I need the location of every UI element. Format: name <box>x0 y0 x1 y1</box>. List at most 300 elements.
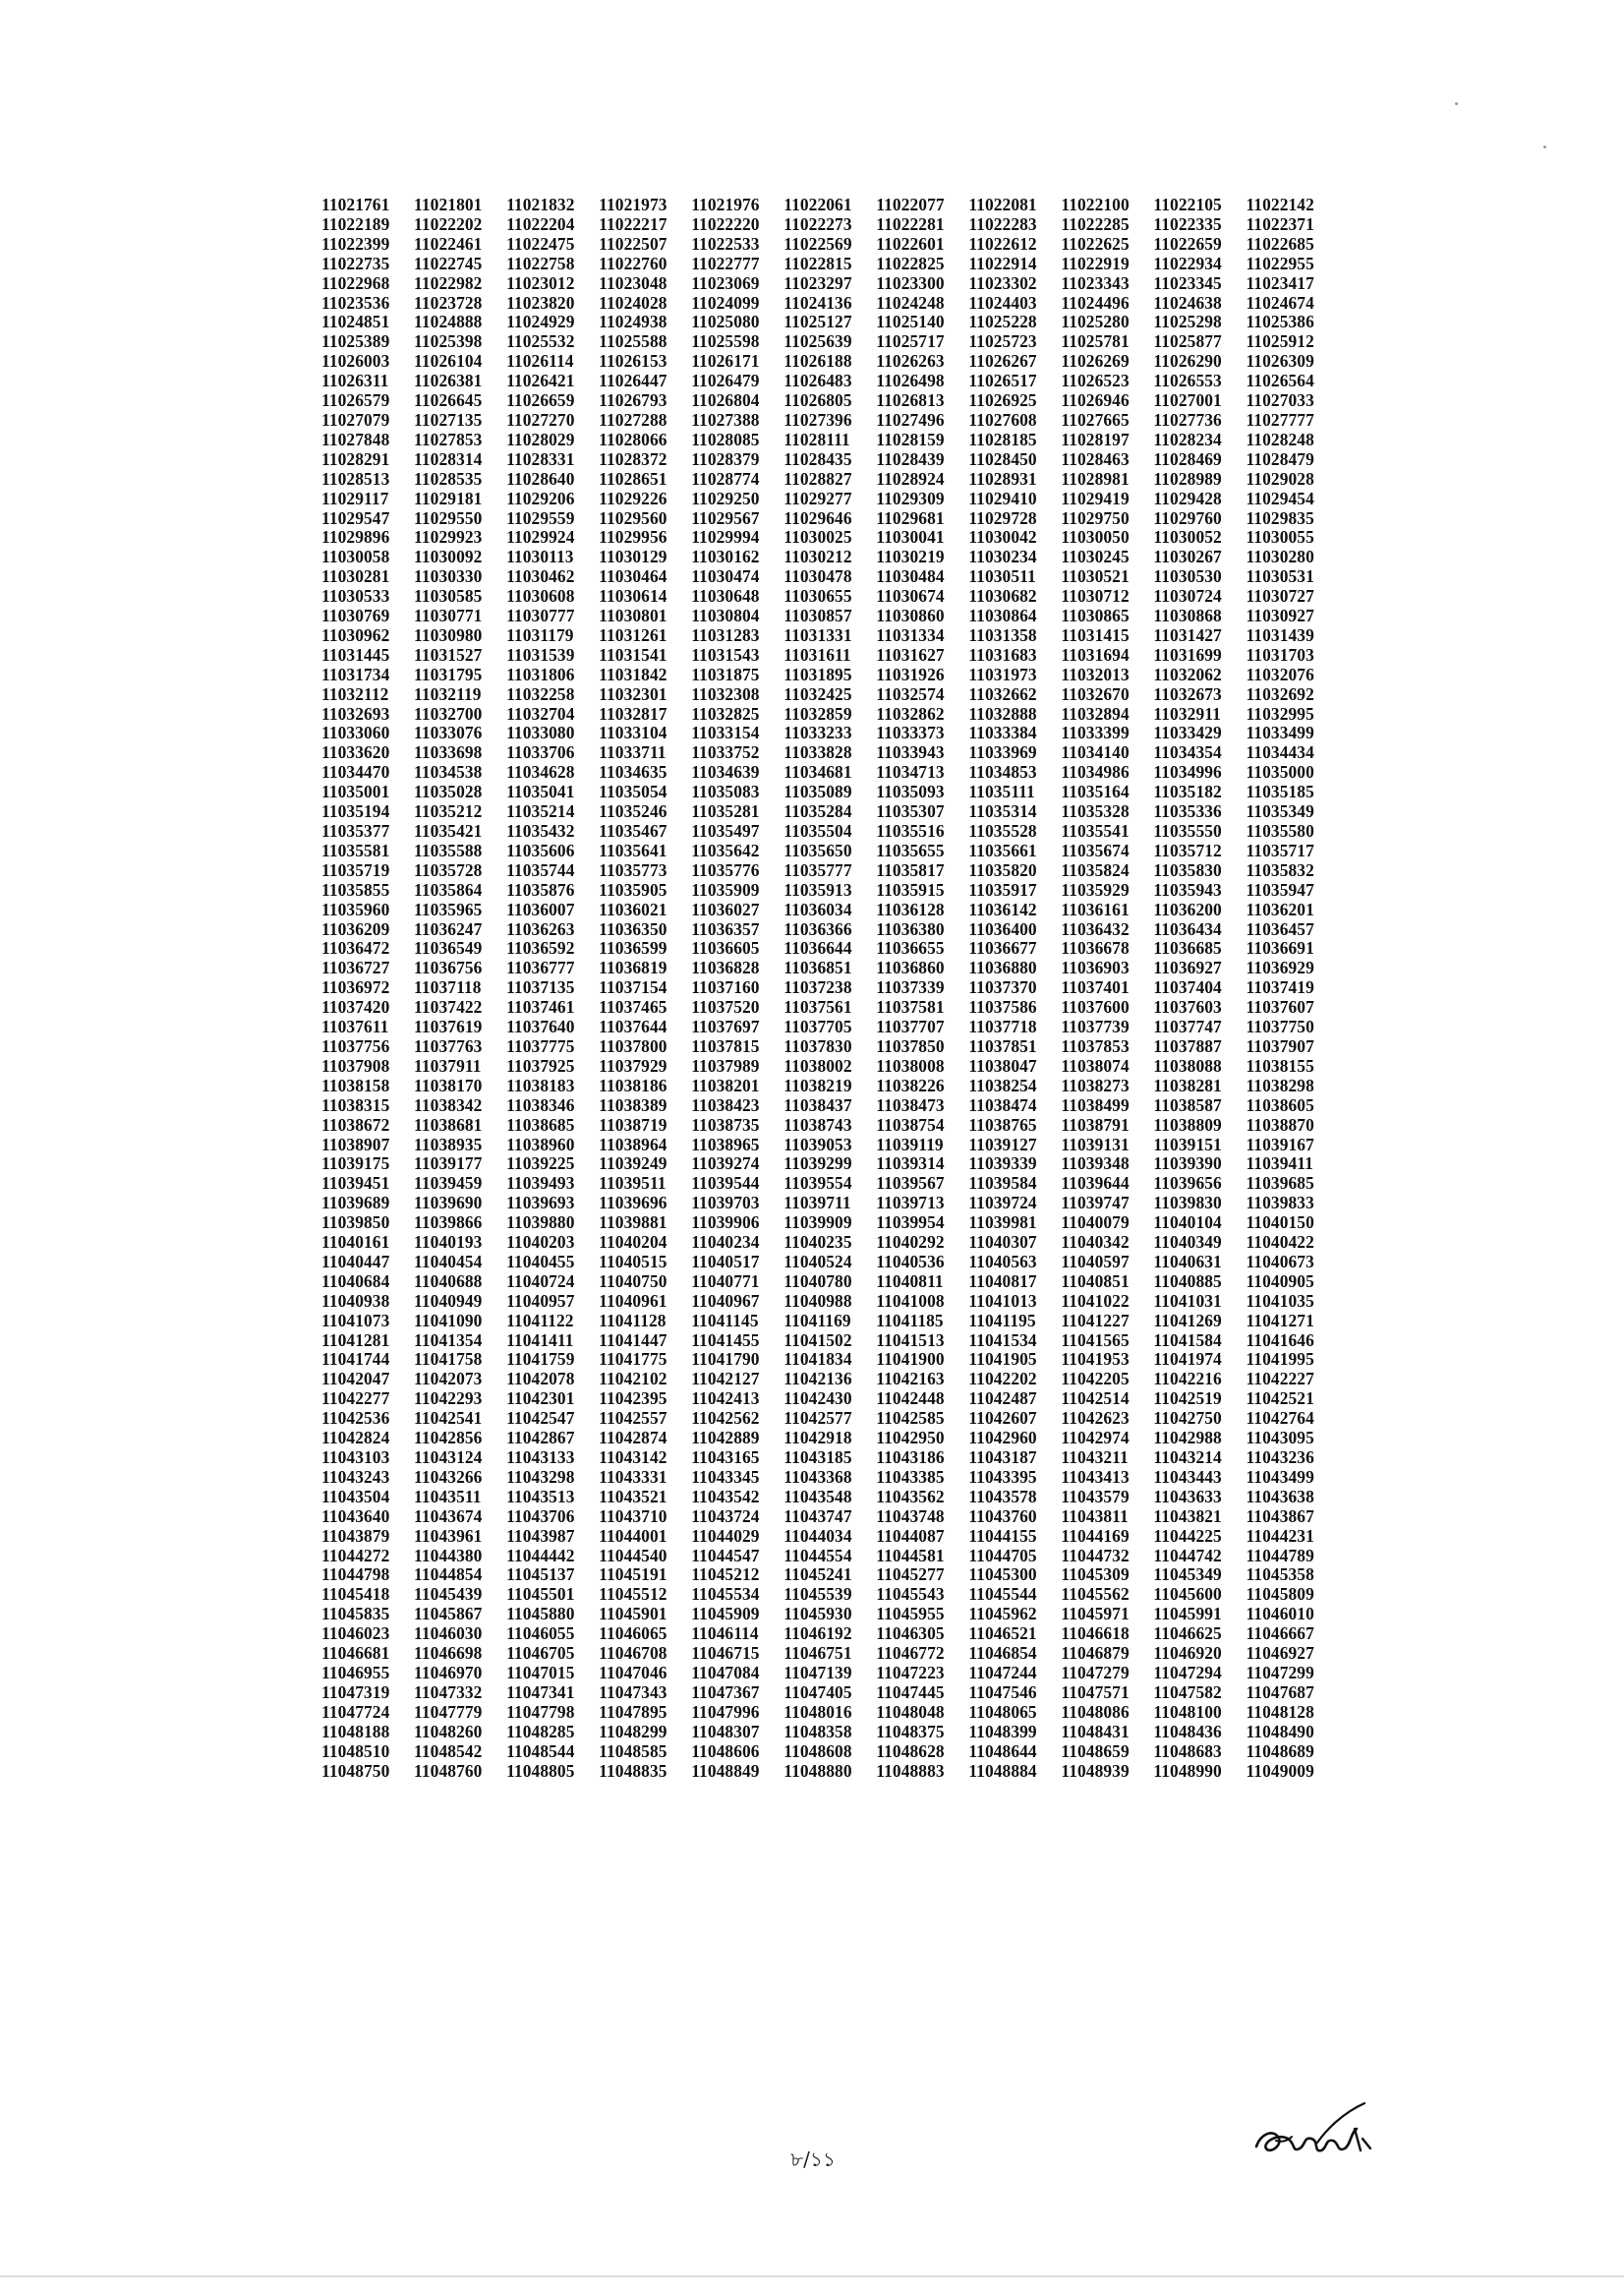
roll-number: 11038473 <box>876 1094 945 1115</box>
roll-number: 11042073 <box>414 1369 483 1389</box>
roll-number: 11025127 <box>783 312 852 332</box>
roll-number: 11031543 <box>691 644 760 665</box>
roll-number: 11036380 <box>876 918 945 939</box>
roll-number: 11029550 <box>414 507 483 528</box>
roll-number: 11022919 <box>1061 253 1130 273</box>
roll-number: 11040234 <box>691 1232 760 1253</box>
roll-number: 11043706 <box>506 1505 575 1526</box>
roll-number: 11037911 <box>414 1055 482 1076</box>
roll-number: 11034986 <box>1061 762 1130 783</box>
roll-number: 11022968 <box>321 272 390 293</box>
roll-number: 11022371 <box>1246 213 1314 234</box>
roll-number: 11035650 <box>783 840 852 860</box>
roll-number: 11041900 <box>876 1349 945 1370</box>
roll-number: 11042874 <box>599 1428 667 1448</box>
roll-number: 11037747 <box>1153 1017 1222 1037</box>
roll-number: 11025398 <box>414 331 483 352</box>
roll-number: 11035336 <box>1153 801 1222 822</box>
roll-number: 11035642 <box>691 840 760 860</box>
roll-number: 11043879 <box>321 1525 390 1546</box>
roll-number: 11042988 <box>1153 1428 1222 1448</box>
roll-number: 11038423 <box>691 1094 760 1115</box>
roll-number: 11042607 <box>968 1408 1037 1429</box>
roll-number: 11043521 <box>599 1486 667 1506</box>
roll-number: 11034681 <box>783 762 852 783</box>
roll-number: 11046192 <box>783 1623 852 1644</box>
roll-number: 11028640 <box>506 468 575 489</box>
roll-number: 11029835 <box>1246 507 1314 528</box>
roll-number: 11035712 <box>1153 840 1222 860</box>
roll-number: 11044272 <box>321 1545 390 1565</box>
roll-number: 11027388 <box>691 409 760 430</box>
roll-number: 11032112 <box>321 683 389 704</box>
roll-number: 11044732 <box>1061 1545 1130 1565</box>
roll-number: 11040307 <box>968 1232 1037 1253</box>
roll-number: 11029419 <box>1061 488 1130 508</box>
roll-number: 11028314 <box>414 448 483 469</box>
roll-number: 11038960 <box>506 1134 575 1154</box>
roll-number: 11022081 <box>968 195 1037 214</box>
roll-number: 11036200 <box>1153 899 1222 919</box>
roll-number: 11026564 <box>1246 371 1314 391</box>
roll-number: 11041744 <box>321 1349 390 1370</box>
roll-number: 11029646 <box>783 507 852 528</box>
roll-number: 11036161 <box>1061 899 1130 919</box>
roll-number: 11042163 <box>876 1369 945 1389</box>
roll-number: 11044001 <box>599 1525 667 1546</box>
roll-number: 11036727 <box>321 958 390 978</box>
roll-number: 11031734 <box>321 664 390 684</box>
roll-number: 11041534 <box>968 1329 1037 1350</box>
roll-number: 11035876 <box>506 879 575 900</box>
roll-number: 11030777 <box>506 606 575 626</box>
roll-number: 11043368 <box>783 1466 852 1487</box>
roll-number: 11040536 <box>876 1251 945 1271</box>
roll-number: 11023300 <box>876 272 945 293</box>
roll-number: 11041759 <box>506 1349 575 1370</box>
roll-number: 11026659 <box>506 390 575 411</box>
roll-number: 11035744 <box>506 859 575 880</box>
roll-number: 11041646 <box>1246 1329 1314 1350</box>
roll-number: 11034996 <box>1153 762 1222 783</box>
roll-number: 11030042 <box>968 527 1037 548</box>
roll-number: 11040454 <box>414 1251 483 1271</box>
roll-number: 11040750 <box>599 1270 667 1291</box>
roll-number: 11024248 <box>876 292 945 313</box>
roll-number: 11031427 <box>1153 624 1222 645</box>
roll-number: 11038389 <box>599 1094 667 1115</box>
roll-number: 11038672 <box>321 1114 390 1135</box>
roll-number: 11040957 <box>506 1290 575 1311</box>
roll-number: 11036903 <box>1061 958 1130 978</box>
roll-number: 11039724 <box>968 1193 1037 1213</box>
roll-number: 11046023 <box>321 1623 390 1644</box>
roll-number: 11026925 <box>968 390 1037 411</box>
roll-number: 11035214 <box>506 801 575 822</box>
roll-number: 11046521 <box>968 1623 1037 1644</box>
roll-number: 11043266 <box>414 1466 483 1487</box>
roll-number: 11022934 <box>1153 253 1222 273</box>
roll-number: 11044540 <box>599 1545 667 1565</box>
roll-number: 11041122 <box>506 1310 574 1330</box>
roll-number: 11038074 <box>1061 1055 1130 1076</box>
roll-number: 11040938 <box>321 1290 390 1311</box>
roll-number: 11035947 <box>1246 879 1314 900</box>
roll-number: 11035820 <box>968 859 1037 880</box>
roll-number: 11022202 <box>414 213 483 234</box>
roll-number: 11035777 <box>783 859 852 880</box>
roll-number: 11030280 <box>1246 547 1314 567</box>
roll-number: 11025386 <box>1246 312 1314 332</box>
roll-number: 11045349 <box>1153 1564 1222 1585</box>
roll-number: 11034713 <box>876 762 945 783</box>
roll-number: 11028439 <box>876 448 945 469</box>
roll-number: 11030052 <box>1153 527 1222 548</box>
roll-number: 11046618 <box>1061 1623 1130 1644</box>
roll-number: 11043211 <box>1061 1447 1129 1467</box>
roll-number: 11042047 <box>321 1369 390 1389</box>
roll-number: 11035773 <box>599 859 667 880</box>
roll-number: 11028463 <box>1061 448 1130 469</box>
roll-number: 11039644 <box>1061 1173 1130 1194</box>
roll-number: 11030521 <box>1061 566 1130 587</box>
roll-number: 11044225 <box>1153 1525 1222 1546</box>
roll-number: 11029956 <box>599 527 667 548</box>
roll-number: 11042750 <box>1153 1408 1222 1429</box>
roll-number: 11048431 <box>1061 1721 1130 1741</box>
roll-number: 11037851 <box>968 1035 1037 1056</box>
roll-number: 11042547 <box>506 1408 575 1429</box>
roll-number: 11048883 <box>876 1760 945 1781</box>
roll-number: 11030531 <box>1246 566 1314 587</box>
roll-number: 11039693 <box>506 1193 575 1213</box>
roll-number: 11021973 <box>599 195 667 214</box>
roll-number: 11036819 <box>599 958 667 978</box>
roll-number: 11047279 <box>1061 1662 1130 1682</box>
roll-number: 11023417 <box>1246 272 1314 293</box>
roll-number: 11048939 <box>1061 1760 1130 1781</box>
roll-number: 11044029 <box>691 1525 760 1546</box>
roll-number: 11030025 <box>783 527 852 548</box>
roll-number: 11046927 <box>1246 1643 1314 1664</box>
roll-number: 11030129 <box>599 547 667 567</box>
roll-number: 11028066 <box>599 429 667 449</box>
roll-number: 11022625 <box>1061 233 1130 254</box>
roll-number: 11027288 <box>599 409 667 430</box>
roll-number: 11022815 <box>783 253 852 273</box>
roll-number: 11042102 <box>599 1369 667 1389</box>
roll-number: 11031627 <box>876 644 945 665</box>
roll-number: 11041565 <box>1061 1329 1130 1350</box>
roll-number: 11028651 <box>599 468 667 489</box>
roll-number: 11042448 <box>876 1388 945 1409</box>
roll-number: 11046920 <box>1153 1643 1222 1664</box>
roll-number: 11045971 <box>1061 1604 1130 1624</box>
roll-number: 11029560 <box>599 507 667 528</box>
roll-number: 11035432 <box>506 821 575 841</box>
roll-number: 11030511 <box>968 566 1036 587</box>
roll-number: 11038685 <box>506 1114 575 1135</box>
roll-number: 11044169 <box>1061 1525 1130 1546</box>
roll-number: 11026171 <box>691 351 760 372</box>
roll-number: 11038002 <box>783 1055 852 1076</box>
roll-number: 11022760 <box>599 253 667 273</box>
roll-number: 11030212 <box>783 547 852 567</box>
roll-number: 11043638 <box>1246 1486 1314 1506</box>
roll-number: 11039451 <box>321 1173 390 1194</box>
roll-number: 11042521 <box>1246 1388 1314 1409</box>
roll-number: 11037422 <box>414 997 483 1018</box>
roll-number: 11025298 <box>1153 312 1222 332</box>
roll-number: 11031926 <box>876 664 945 684</box>
roll-number: 11041195 <box>968 1310 1036 1330</box>
roll-number: 11039167 <box>1246 1134 1314 1154</box>
roll-number: 11041411 <box>506 1329 574 1350</box>
roll-number: 11036880 <box>968 958 1037 978</box>
roll-number: 11032862 <box>876 703 945 724</box>
roll-number: 11027853 <box>414 429 483 449</box>
roll-number: 11025080 <box>691 312 760 332</box>
roll-number: 11036472 <box>321 938 390 959</box>
roll-number: 11035824 <box>1061 859 1130 880</box>
roll-number: 11035182 <box>1153 782 1222 802</box>
roll-number: 11042205 <box>1061 1369 1130 1389</box>
roll-number: 11048659 <box>1061 1740 1130 1761</box>
roll-number: 11039881 <box>599 1212 667 1233</box>
roll-number: 11023536 <box>321 292 390 313</box>
roll-number: 11030614 <box>599 586 667 607</box>
roll-number: 11030041 <box>876 527 945 548</box>
roll-number: 11040885 <box>1153 1270 1222 1291</box>
roll-number: 11042918 <box>783 1428 852 1448</box>
roll-number: 11028535 <box>414 468 483 489</box>
roll-number: 11039685 <box>1246 1173 1314 1194</box>
roll-number: 11037339 <box>876 977 945 998</box>
roll-number: 11035041 <box>506 782 575 802</box>
roll-number: 11036350 <box>599 918 667 939</box>
roll-number: 11036201 <box>1246 899 1314 919</box>
roll-number: 11038298 <box>1246 1075 1314 1095</box>
roll-number: 11023345 <box>1153 272 1222 293</box>
roll-number: 11027496 <box>876 409 945 430</box>
roll-number: 11022507 <box>599 233 667 254</box>
roll-number: 11026290 <box>1153 351 1222 372</box>
roll-number: 11047299 <box>1246 1662 1314 1682</box>
roll-number: 11045241 <box>783 1564 852 1585</box>
roll-number: 11033060 <box>321 723 390 743</box>
roll-number: 11040961 <box>599 1290 667 1311</box>
roll-number: 11045880 <box>506 1604 575 1624</box>
roll-number: 11038791 <box>1061 1114 1130 1135</box>
roll-number: 11022982 <box>414 272 483 293</box>
roll-number: 11039119 <box>876 1134 944 1154</box>
roll-number: 11040193 <box>414 1232 483 1253</box>
roll-number: 11048299 <box>599 1721 667 1741</box>
roll-number: 11039314 <box>876 1153 945 1174</box>
roll-number: 11037154 <box>599 977 667 998</box>
roll-number: 11039390 <box>1153 1153 1222 1174</box>
roll-number: 11037925 <box>506 1055 575 1076</box>
roll-number: 11046625 <box>1153 1623 1222 1644</box>
roll-number: 11024851 <box>321 312 390 332</box>
roll-number: 11032693 <box>321 703 390 724</box>
scan-speck <box>1455 102 1458 105</box>
roll-number: 11041758 <box>414 1349 483 1370</box>
roll-number: 11045439 <box>414 1584 483 1605</box>
roll-number: 11022569 <box>783 233 852 254</box>
roll-number: 11040455 <box>506 1251 575 1271</box>
roll-number: 11039747 <box>1061 1193 1130 1213</box>
roll-number: 11030281 <box>321 566 390 587</box>
roll-number: 11029924 <box>506 527 575 548</box>
roll-number: 11032425 <box>783 683 852 704</box>
roll-number: 11031334 <box>876 624 945 645</box>
scan-edge-rule <box>0 2275 1624 2277</box>
roll-number: 11028479 <box>1246 448 1314 469</box>
roll-number: 11030162 <box>691 547 760 567</box>
roll-number: 11041269 <box>1153 1310 1222 1330</box>
roll-number: 11035284 <box>783 801 852 822</box>
roll-number: 11038965 <box>691 1134 760 1154</box>
roll-number: 11045512 <box>599 1584 667 1605</box>
roll-number: 11037118 <box>414 977 482 998</box>
roll-number: 11040235 <box>783 1232 852 1253</box>
roll-number: 11033499 <box>1246 723 1314 743</box>
roll-number: 11032859 <box>783 703 852 724</box>
roll-number: 11036605 <box>691 938 760 959</box>
roll-number: 11031539 <box>506 644 575 665</box>
roll-number: 11025140 <box>876 312 945 332</box>
roll-number: 11037775 <box>506 1035 575 1056</box>
roll-number: 11030674 <box>876 586 945 607</box>
roll-number: 11047046 <box>599 1662 667 1682</box>
roll-number: 11026483 <box>783 371 852 391</box>
roll-number: 11043724 <box>691 1505 760 1526</box>
roll-number: 11036400 <box>968 918 1037 939</box>
roll-number: 11046010 <box>1246 1604 1314 1624</box>
roll-number: 11048490 <box>1246 1721 1314 1741</box>
roll-number: 11047546 <box>968 1681 1037 1702</box>
roll-number: 11030585 <box>414 586 483 607</box>
roll-number: 11037619 <box>414 1017 483 1037</box>
roll-number: 11035832 <box>1246 859 1314 880</box>
roll-number: 11039830 <box>1153 1193 1222 1213</box>
roll-number: 11046698 <box>414 1643 483 1664</box>
roll-number: 11045358 <box>1246 1564 1314 1585</box>
roll-number: 11040204 <box>599 1232 667 1253</box>
roll-number: 11043142 <box>599 1447 667 1467</box>
roll-number: 11037815 <box>691 1035 760 1056</box>
roll-number: 11024674 <box>1246 292 1314 313</box>
roll-number: 11032076 <box>1246 664 1314 684</box>
roll-number: 11043562 <box>876 1486 945 1506</box>
roll-number: 11031527 <box>414 644 483 665</box>
roll-number: 11037907 <box>1246 1035 1314 1056</box>
roll-number: 11034635 <box>599 762 667 783</box>
roll-number: 11046667 <box>1246 1623 1314 1644</box>
roll-number: 11048606 <box>691 1740 760 1761</box>
roll-number: 11039493 <box>506 1173 575 1194</box>
roll-number: 11035661 <box>968 840 1037 860</box>
roll-number: 11037419 <box>1246 977 1314 998</box>
roll-number: 11037404 <box>1153 977 1222 998</box>
roll-number: 11028981 <box>1061 468 1130 489</box>
roll-number: 11036851 <box>783 958 852 978</box>
roll-number: 11036128 <box>876 899 945 919</box>
roll-number: 11044789 <box>1246 1545 1314 1565</box>
roll-number: 11022461 <box>414 233 483 254</box>
roll-number: 11026421 <box>506 371 575 391</box>
roll-number: 11042562 <box>691 1408 760 1429</box>
roll-number: 11037520 <box>691 997 760 1018</box>
roll-number: 11030868 <box>1153 606 1222 626</box>
roll-number: 11023297 <box>783 272 852 293</box>
roll-number: 11040597 <box>1061 1251 1130 1271</box>
roll-number: 11035054 <box>599 782 667 802</box>
roll-number: 11032662 <box>968 683 1037 704</box>
roll-number: 11032062 <box>1153 664 1222 684</box>
roll-number: 11045901 <box>599 1604 667 1624</box>
roll-number: 11048628 <box>876 1740 945 1761</box>
roll-number: 11047223 <box>876 1662 945 1682</box>
roll-number: 11031611 <box>783 644 851 665</box>
roll-number: 11043187 <box>968 1447 1037 1467</box>
roll-number: 11049009 <box>1246 1760 1314 1781</box>
roll-number: 11034628 <box>506 762 575 783</box>
roll-number: 11022758 <box>506 253 575 273</box>
roll-number: 11030864 <box>968 606 1037 626</box>
roll-number: 11033373 <box>876 723 945 743</box>
roll-number: 11026553 <box>1153 371 1222 391</box>
roll-number: 11022777 <box>691 253 760 273</box>
roll-number: 11045501 <box>506 1584 575 1605</box>
roll-number: 11026309 <box>1246 351 1314 372</box>
roll-number: 11030330 <box>414 566 483 587</box>
roll-number: 11028774 <box>691 468 760 489</box>
roll-number: 11039656 <box>1153 1173 1222 1194</box>
roll-number: 11042202 <box>968 1369 1037 1389</box>
roll-number: 11033752 <box>691 742 760 763</box>
roll-number: 11022061 <box>783 195 852 214</box>
roll-number: 11029681 <box>876 507 945 528</box>
roll-number: 11039249 <box>599 1153 667 1174</box>
roll-number: 11029181 <box>414 488 483 508</box>
roll-number: 11030769 <box>321 606 390 626</box>
roll-number: 11042277 <box>321 1388 390 1409</box>
roll-number: 11028111 <box>783 429 850 449</box>
roll-number: 11032308 <box>691 683 760 704</box>
roll-number: 11032692 <box>1246 683 1314 704</box>
roll-number: 11038281 <box>1153 1075 1222 1095</box>
roll-number: 11037763 <box>414 1035 483 1056</box>
roll-number: 11038088 <box>1153 1055 1222 1076</box>
roll-number: 11031541 <box>599 644 667 665</box>
roll-number: 11035000 <box>1246 762 1314 783</box>
roll-number: 11027270 <box>506 409 575 430</box>
roll-number: 11037887 <box>1153 1035 1222 1056</box>
roll-number: 11029896 <box>321 527 390 548</box>
roll-number: 11031699 <box>1153 644 1222 665</box>
roll-number: 11025532 <box>506 331 575 352</box>
roll-number: 11048544 <box>506 1740 575 1761</box>
roll-number: 11028924 <box>876 468 945 489</box>
roll-number: 11030464 <box>599 566 667 587</box>
roll-number: 11026479 <box>691 371 760 391</box>
roll-number: 11040688 <box>414 1270 483 1291</box>
roll-number: 11041090 <box>414 1310 483 1330</box>
roll-number: 11023302 <box>968 272 1037 293</box>
roll-number: 11047015 <box>506 1662 575 1682</box>
